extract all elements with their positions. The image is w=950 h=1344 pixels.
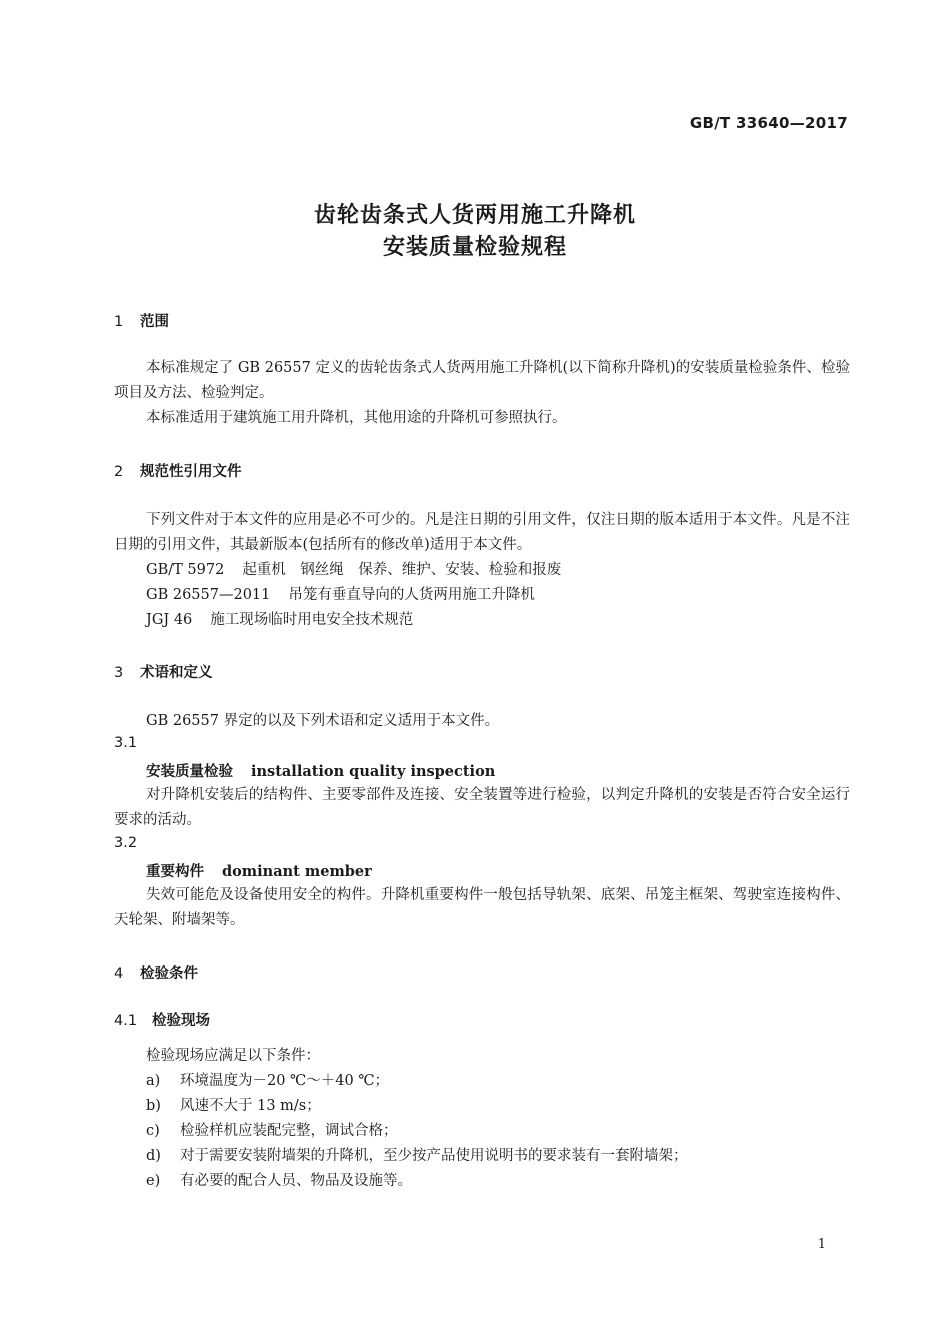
subsection-number: 4.1 — [114, 1013, 138, 1029]
term-en: installation quality inspection — [251, 763, 496, 780]
list-item — [146, 1119, 398, 1140]
subsection-title: 检验现场 — [152, 1013, 210, 1029]
reference-item — [146, 608, 413, 629]
term-definition: 失效可能危及设备使用安全的构件。升降机重要构件一般包括导轨架、底架、吊笼主框架、驾驶室连接构件、天轮架、附墙架等。 — [114, 887, 850, 928]
standard-code: GB/T 33640—2017 — [689, 114, 848, 132]
list-item — [146, 1169, 412, 1190]
section-number: 2 — [114, 464, 124, 480]
term-cn: 重要构件 — [146, 864, 204, 880]
term-number: 3.1 — [114, 735, 138, 751]
section-number: 4 — [114, 966, 124, 982]
section-1-paragraph-2: 本标准适用于建筑施工用升降机，其他用途的升降机可参照执行。 — [146, 410, 567, 426]
section-title: 术语和定义 — [140, 665, 213, 681]
section-2-heading — [114, 460, 242, 481]
term-definition: 对升降机安装后的结构件、主要零部件及连接、安全装置等进行检验，以判定升降机的安装是否符合安全运行要求的活动。 — [114, 787, 850, 828]
reference-code: GB 26557—2011 — [146, 587, 271, 603]
term-en: dominant member — [222, 863, 372, 880]
reference-item — [146, 583, 535, 604]
list-text: 对于需要安装附墙架的升降机，至少按产品使用说明书的要求装有一套附墙架； — [180, 1148, 688, 1164]
term-cn: 安装质量检验 — [146, 764, 233, 780]
term-heading — [146, 760, 495, 781]
list-marker: e) — [146, 1173, 161, 1189]
section-3-heading — [114, 661, 213, 682]
reference-code: GB/T 5972 — [146, 562, 225, 578]
term-heading — [146, 860, 372, 881]
list-item — [146, 1144, 688, 1165]
list-item — [146, 1069, 389, 1090]
section-2-paragraph-1: 下列文件对于本文件的应用是必不可少的。凡是注日期的引用文件，仅注日期的版本适用于本文件。凡是不注日期的引用文件，其最新版本(包括所有的修改单)适用于本文件。 — [114, 512, 850, 553]
list-marker: c) — [146, 1123, 160, 1139]
document-title-line1: 齿轮齿条式人货两用施工升降机 — [313, 203, 636, 228]
section-3-paragraph-1: GB 26557 界定的以及下列术语和定义适用于本文件。 — [146, 713, 500, 729]
list-marker: b) — [146, 1098, 161, 1114]
list-text: 有必要的配合人员、物品及设施等。 — [180, 1173, 412, 1189]
list-text: 风速不大于 13 m/s； — [180, 1098, 321, 1114]
section-number: 3 — [114, 665, 124, 681]
section-title: 范围 — [140, 314, 169, 330]
section-1-paragraph-1: 本标准规定了 GB 26557 定义的齿轮齿条式人货两用施工升降机(以下简称升降机)的安装质量检验条件、检验项目及方法、检验判定。 — [114, 360, 850, 401]
list-text: 检验样机应装配完整，调试合格； — [180, 1123, 398, 1139]
subsection-4-1-heading — [114, 1009, 210, 1030]
list-text: 环境温度为－20 ℃～＋40 ℃； — [180, 1073, 390, 1089]
list-marker: d) — [146, 1148, 161, 1164]
section-title: 规范性引用文件 — [140, 464, 242, 480]
reference-item — [146, 558, 561, 579]
list-item — [146, 1094, 321, 1115]
section-number: 1 — [114, 314, 124, 330]
reference-title: 起重机 钢丝绳 保养、维护、安装、检验和报废 — [242, 562, 562, 578]
document-title-line2: 安装质量检验规程 — [382, 235, 567, 260]
term-number: 3.2 — [114, 835, 138, 851]
list-marker: a) — [146, 1073, 161, 1089]
subsection-4-1-intro: 检验现场应满足以下条件： — [146, 1048, 320, 1064]
reference-code: JGJ 46 — [146, 612, 193, 628]
page-number: 1 — [817, 1237, 826, 1252]
reference-title: 吊笼有垂直导向的人货两用施工升降机 — [288, 587, 535, 603]
reference-title: 施工现场临时用电安全技术规范 — [210, 612, 414, 628]
section-4-heading — [114, 962, 198, 983]
section-title: 检验条件 — [140, 966, 198, 982]
section-1-heading — [114, 310, 169, 331]
